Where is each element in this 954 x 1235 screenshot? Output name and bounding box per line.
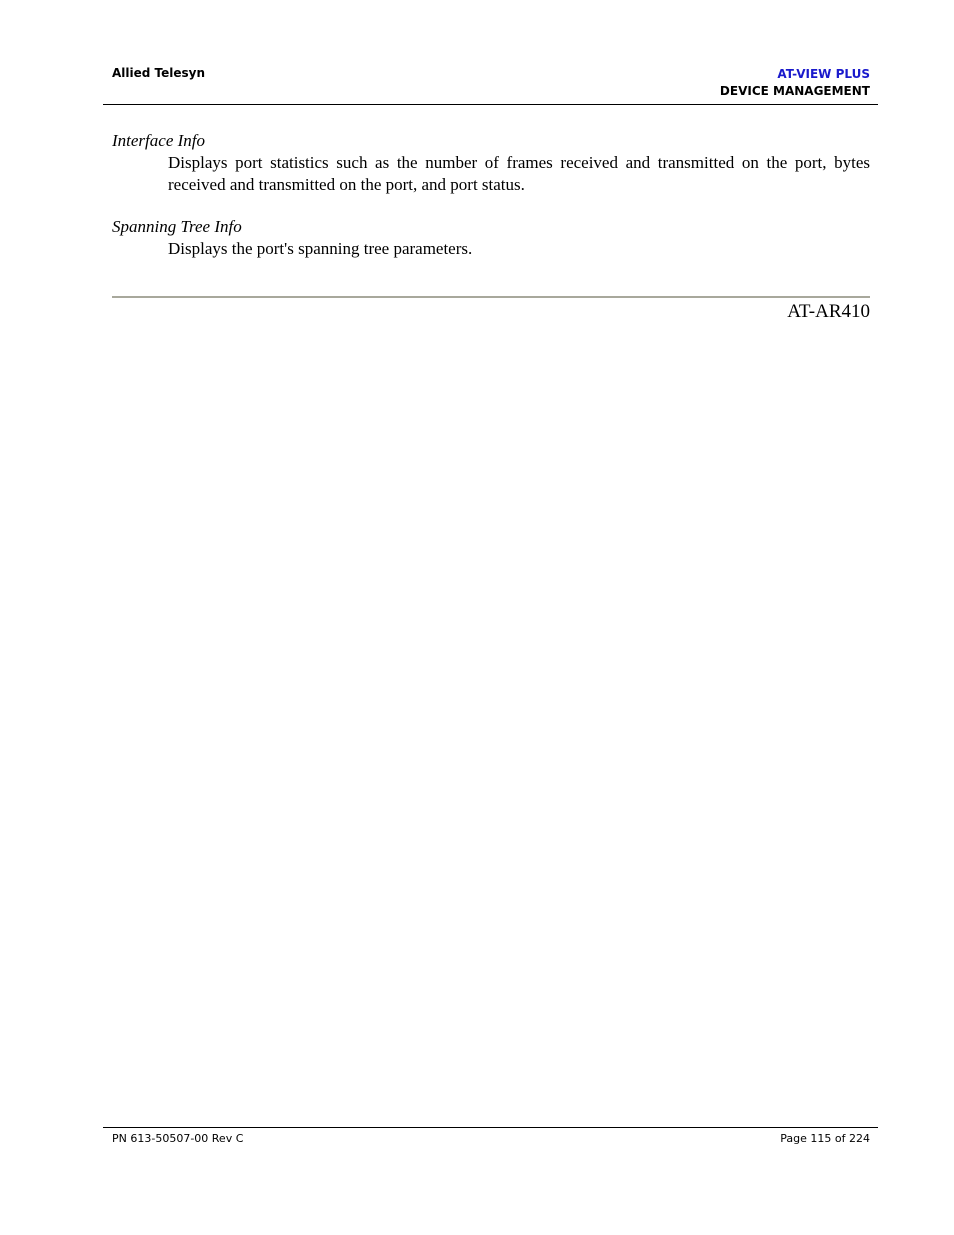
section-label: AT-AR410 — [787, 301, 870, 322]
definition-description: Displays the port's spanning tree parameters. — [168, 239, 473, 258]
company-name: Allied Telesyn — [112, 66, 206, 80]
footer-divider — [103, 1127, 878, 1128]
header-divider — [103, 104, 878, 105]
definition-description: Displays port statistics such as the number of frames received and transmitted on the port, bytes received and transmitted on the port, and port status. — [168, 153, 870, 194]
definition-entry-interface-info — [112, 130, 870, 196]
page-number: Page 115 of 224 — [780, 1132, 870, 1145]
section-divider — [112, 296, 870, 298]
header-titles — [720, 66, 870, 100]
definition-term: Interface Info — [112, 131, 205, 150]
definition-term: Spanning Tree Info — [112, 217, 242, 236]
product-title: AT-VIEW PLUS — [777, 67, 870, 81]
part-number: PN 613-50507-00 Rev C — [112, 1132, 244, 1145]
definition-entry-spanning-tree-info — [112, 216, 870, 260]
document-body — [112, 130, 870, 260]
section-title: DEVICE MANAGEMENT — [719, 84, 870, 98]
